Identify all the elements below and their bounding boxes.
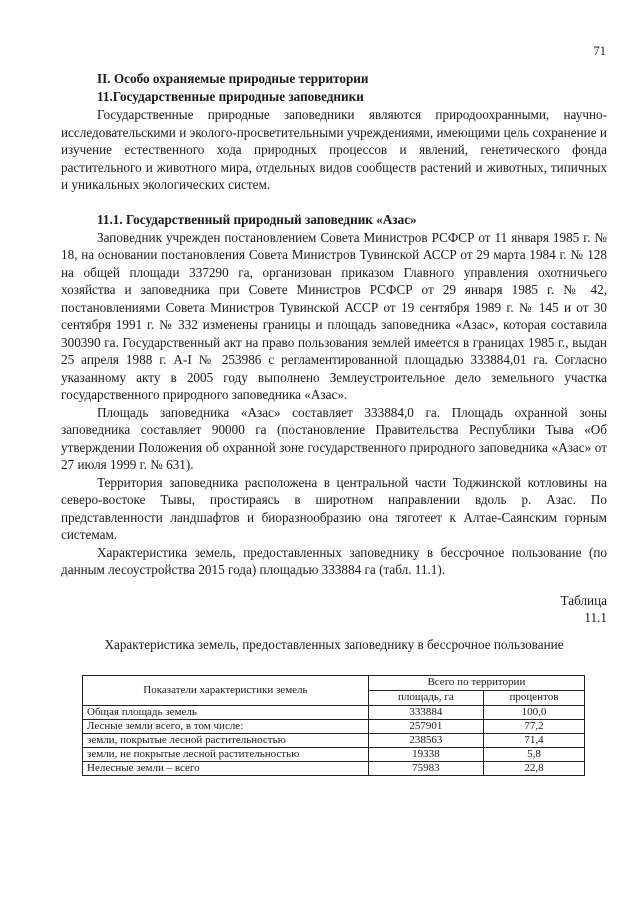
row-area: 75983 [368, 761, 483, 775]
row-percent: 100,0 [483, 705, 584, 719]
table-row [83, 747, 585, 761]
table-row [83, 705, 585, 719]
row-percent: 22,8 [483, 761, 584, 775]
paragraph: Заповедник учрежден постановлением Совета Министров РСФСР от 11 января 1985 г. № 18, на основании постановления Совета Министров Тувинской АССР от 29 марта 1984 г. № 128 на общей площади 337290 га, организован приказом Главного управления охотничьего хозяйства и заповедника при Совете Министров РСФСР от 29 января 1985 г. № 42, постановлениями Совета Министров Тувинской АССР от 19 сентября 1989 г. № 145 и от 30 сентября 1991 г. № 332 изменены границы и площадь заповедника «Азас», которая составила 300390 га. Государственный акт на право пользования землей имеется в границах 1985 г., выдан 25 апреля 1988 г. А-I № 253986 с регламентированной площадью 333884,01 га. Согласно указанному акту в 2005 году выполнено Землеустроительное дело земельного участка государственного природного заповедника «Азас». [61, 229, 607, 402]
row-name: Общая площадь земель [83, 705, 369, 719]
header-indicator: Показатели характеристики земель [83, 675, 369, 705]
paragraph: Территория заповедника расположена в центральной части Тоджинской котловины на северо-востоке Тывы, простираясь в широтном направлении вдоль р. Азас. По представленности ландшафтов и биоразнообразию она тяготеет к Алтае-Саянским горным системам. [61, 474, 607, 542]
table-row [83, 719, 585, 733]
row-area: 19338 [368, 747, 483, 761]
header-area: площадь, га [368, 690, 483, 705]
document-body [61, 70, 607, 776]
section-title: II. Особо охраняемые природные территории [97, 71, 369, 86]
row-area: 238563 [368, 733, 483, 747]
header-group: Всего по территории [368, 675, 584, 690]
intro-paragraph: Государственные природные заповедники являются природоохранными, научно-исследовательскими и эколого-просветительными учреждениями, имеющими цель сохранение и изучение естественного хода природных процессов и явлений, генетического фонда растительного и животного мира, отдельных видов сообществ растений и животных, типичных и уникальных экологических систем. [61, 107, 607, 192]
paragraph: Площадь заповедника «Азас» составляет 333884,0 га. Площадь охранной зоны заповедника составляет 90000 га (постановление Правительства Республики Тыва «Об утверждении Положения об охранной зоне государственного природного заповедника «Азас» от 27 июля 1999 г. № 631). [61, 404, 607, 472]
section-subtitle: 11.Государственные природные заповедники [97, 89, 364, 104]
table-row [83, 761, 585, 775]
table-header-row [83, 675, 585, 690]
row-percent: 71,4 [483, 733, 584, 747]
row-name: земли, не покрытые лесной растительностью [83, 747, 369, 761]
table-label [61, 592, 607, 626]
table-label-number: 11.1 [584, 609, 607, 625]
land-table [82, 675, 585, 776]
page-number: 71 [593, 44, 606, 58]
row-area: 257901 [368, 719, 483, 733]
row-name: Нелесные земли – всего [83, 761, 369, 775]
table-label-word: Таблица [560, 592, 607, 608]
row-name: земли, покрытые лесной растительностью [83, 733, 369, 747]
row-percent: 77,2 [483, 719, 584, 733]
table-caption: Характеристика земель, предоставленных заповеднику в бессрочное пользование [104, 636, 564, 652]
table-row [83, 733, 585, 747]
spacer [61, 194, 607, 211]
row-area: 333884 [368, 705, 483, 719]
paragraph: Характеристика земель, предоставленных заповеднику в бессрочное пользование (по данным лесоустройства 2015 года) площадью 333884 га (табл. 11.1). [61, 544, 607, 577]
subsection-title: 11.1. Государственный природный заповедник «Азас» [97, 211, 417, 227]
row-name: Лесные земли всего, в том числе: [83, 719, 369, 733]
header-percent: процентов [483, 690, 584, 705]
row-percent: 5,8 [483, 747, 584, 761]
